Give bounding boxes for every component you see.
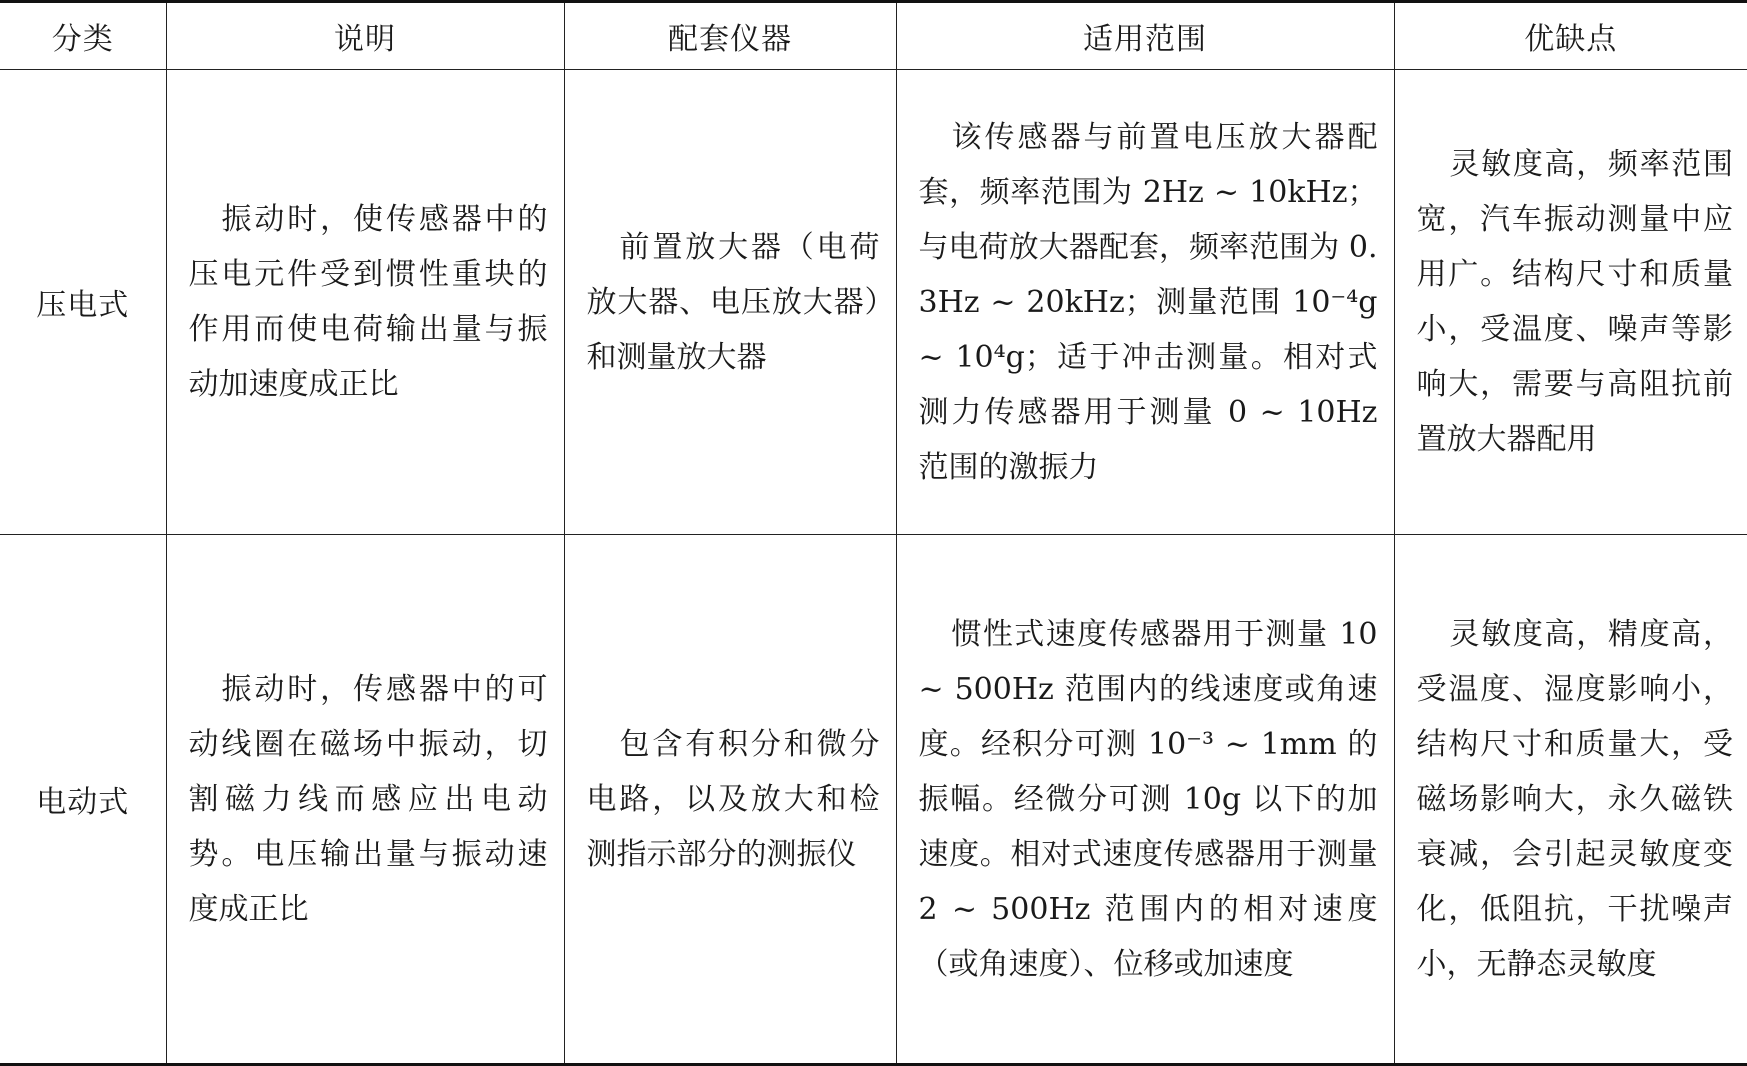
cell-description <box>166 535 564 1065</box>
cell-pros-cons <box>1394 70 1747 535</box>
range-text: 该传感器与前置电压放大器配套，频率范围为 2Hz ~ 10kHz；与电荷放大器配套，频率范围为 0.3Hz ~ 20kHz；测量范围 10⁻⁴g ~ 10⁴g；适于冲击测量。相对式测力传感器用于测量 0 ~ 10Hz 范围的激振力 <box>897 110 1394 495</box>
header-pros-cons: 优缺点 <box>1394 2 1747 70</box>
pros-cons-text: 灵敏度高，精度高，受温度、湿度影响小，结构尺寸和质量大，受磁场影响大，永久磁铁衰减，会引起灵敏度变化，低阻抗，干扰噪声小，无静态灵敏度 <box>1395 607 1747 992</box>
description-text: 振动时，传感器中的可动线圈在磁场中振动，切割磁力线而感应出电动势。电压输出量与振动速度成正比 <box>167 662 564 937</box>
range-text: 惯性式速度传感器用于测量 10 ~ 500Hz 范围内的线速度或角速度。经积分可测 10⁻³ ~ 1mm 的振幅。经微分可测 10g 以下的加速度。相对式速度传感器用于测量 2 ~ 500Hz 范围内的相对速度（或角速度）、位移或加速度 <box>897 607 1394 992</box>
cell-description <box>166 70 564 535</box>
cell-instruments <box>564 535 896 1065</box>
cell-pros-cons <box>1394 535 1747 1065</box>
table-row <box>0 535 1747 1065</box>
header-range: 适用范围 <box>896 2 1394 70</box>
header-description: 说明 <box>166 2 564 70</box>
cell-range <box>896 70 1394 535</box>
header-category: 分类 <box>0 2 166 70</box>
description-text: 振动时，使传感器中的压电元件受到惯性重块的作用而使电荷输出量与振动加速度成正比 <box>167 192 564 412</box>
cell-range <box>896 535 1394 1065</box>
cell-category: 压电式 <box>0 70 166 535</box>
table-header-row <box>0 2 1747 70</box>
instruments-text: 包含有积分和微分电路，以及放大和检测指示部分的测振仪 <box>565 717 896 882</box>
header-instruments: 配套仪器 <box>564 2 896 70</box>
cell-category: 电动式 <box>0 535 166 1065</box>
cell-instruments <box>564 70 896 535</box>
table-row <box>0 70 1747 535</box>
pros-cons-text: 灵敏度高，频率范围宽，汽车振动测量中应用广。结构尺寸和质量小，受温度、噪声等影响大，需要与高阻抗前置放大器配用 <box>1395 137 1747 467</box>
instruments-text: 前置放大器（电荷放大器、电压放大器）和测量放大器 <box>565 220 896 385</box>
